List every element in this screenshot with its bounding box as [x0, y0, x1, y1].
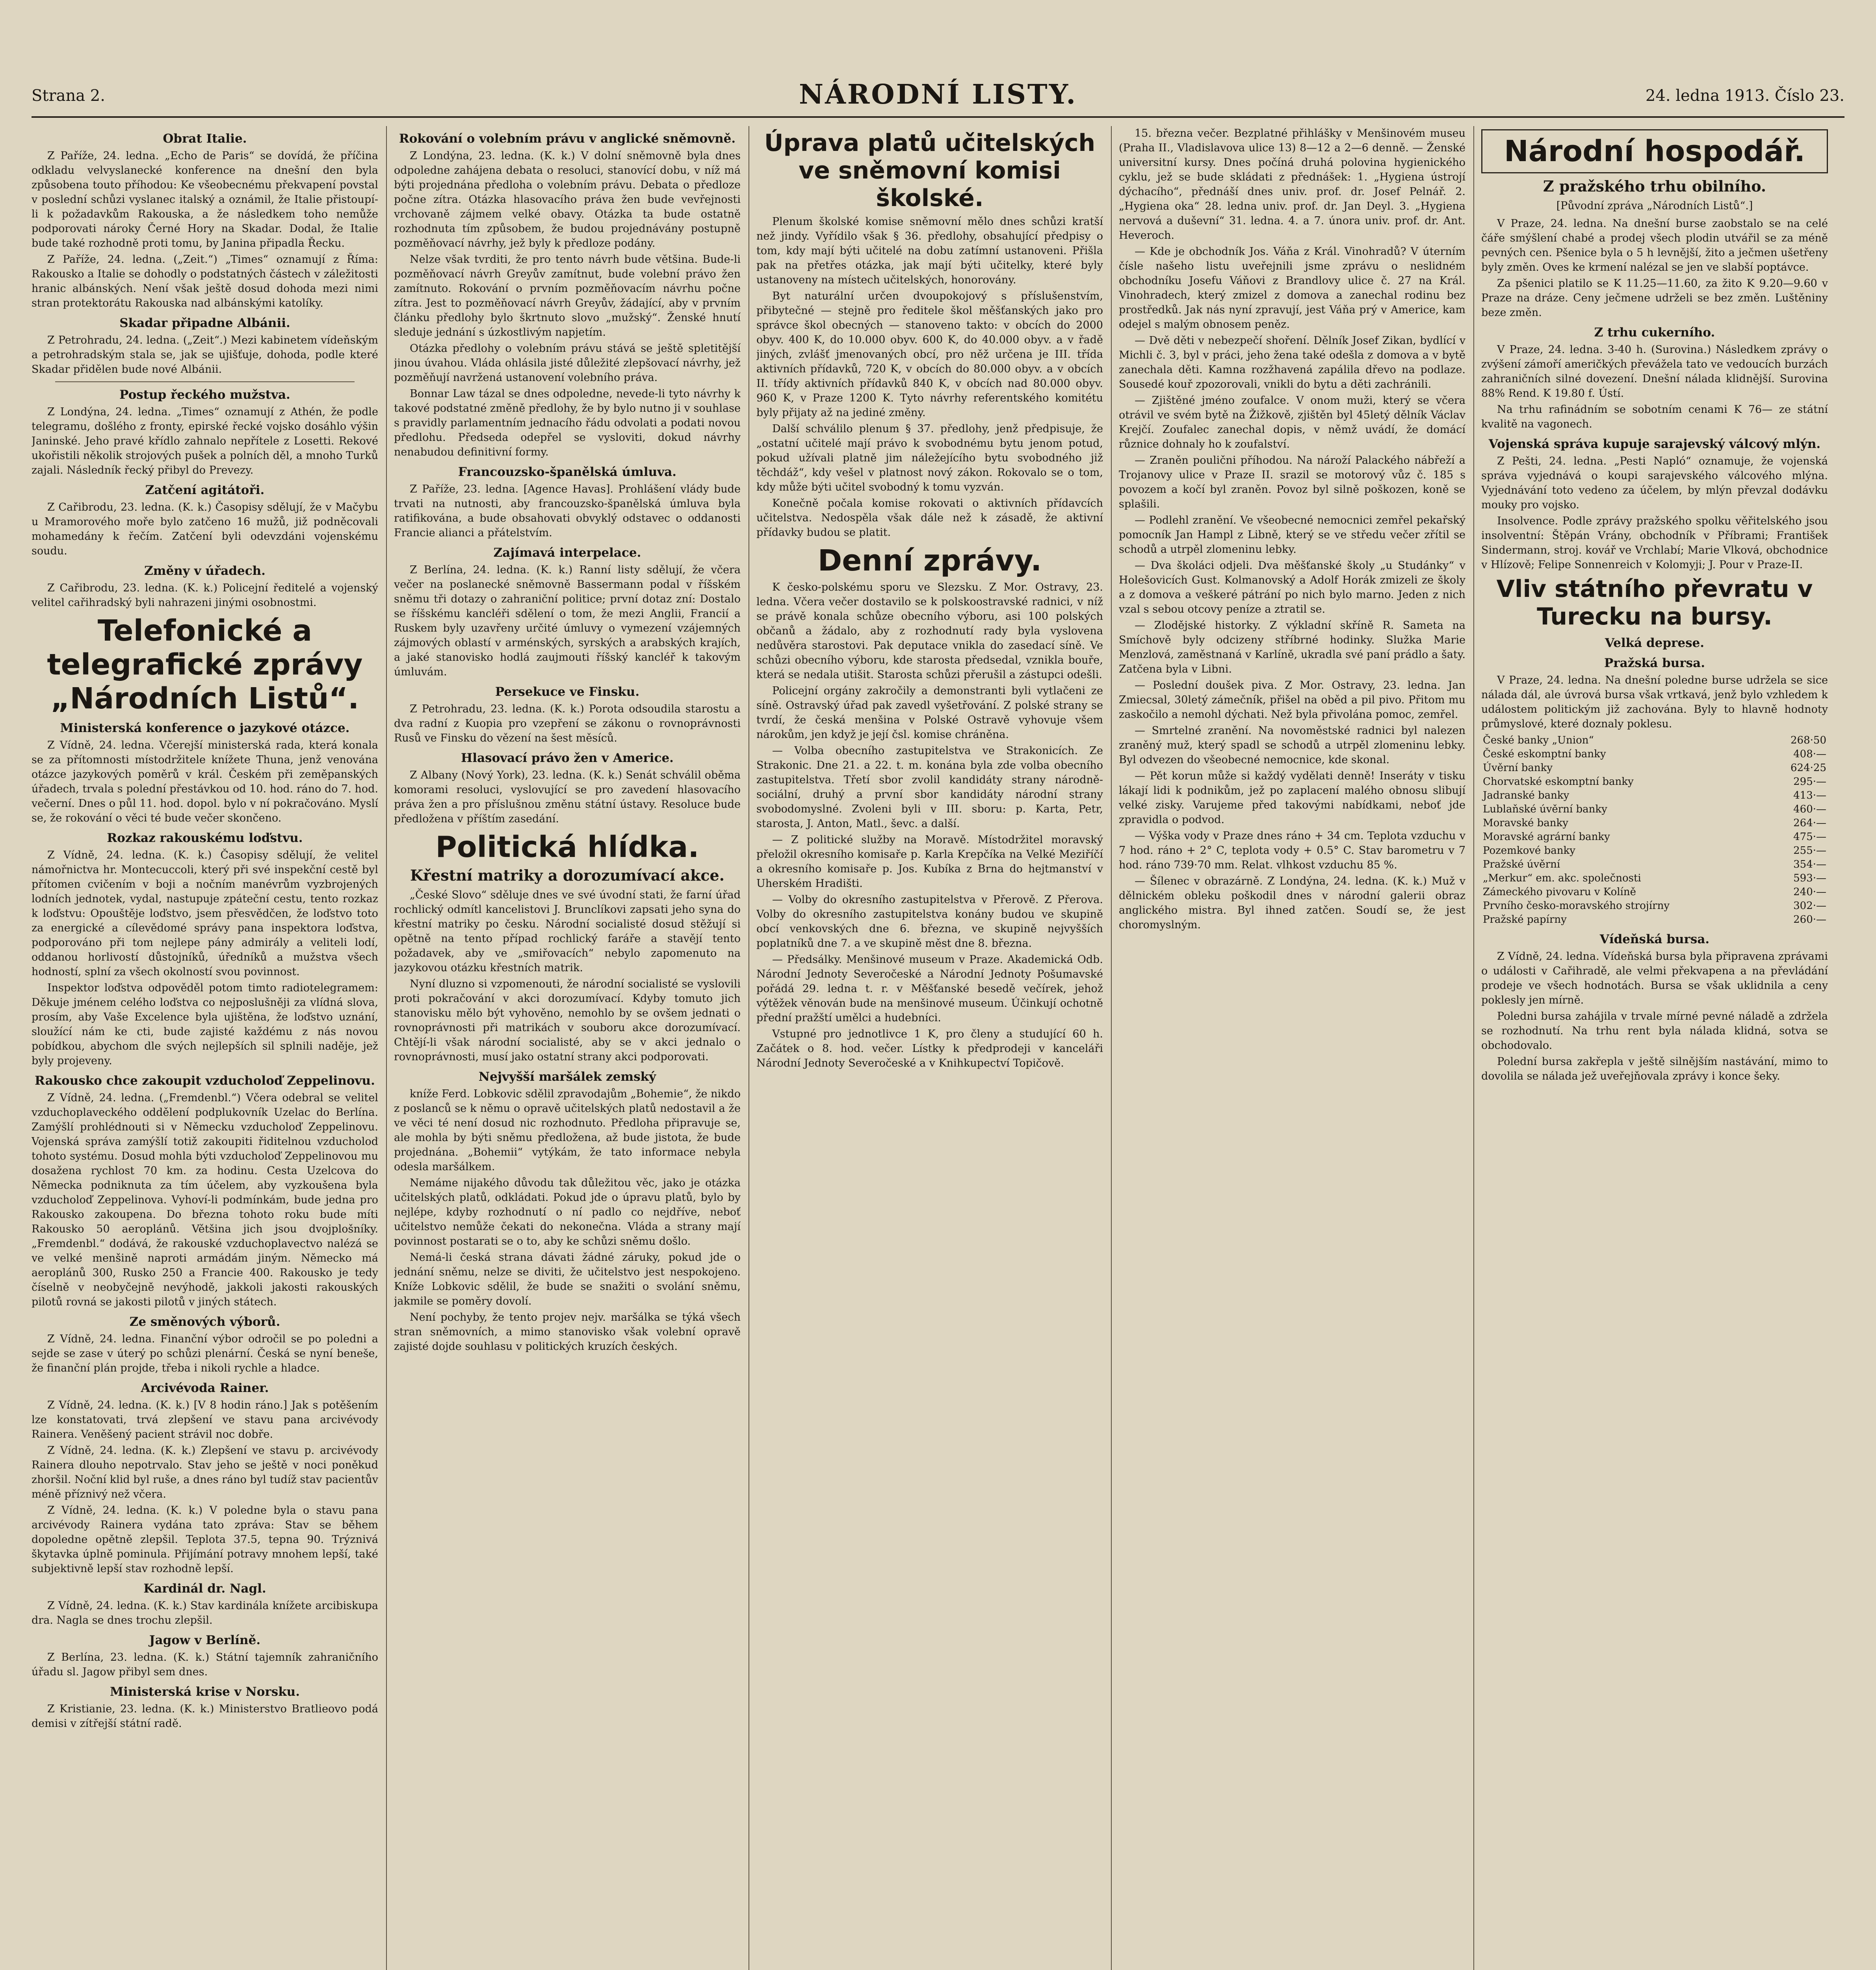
table-row: [1481, 747, 1828, 761]
article-paragraph: Z Petrohradu, 24. ledna. („Zeit“.) Mezi kabinetem vídeňským a petrohradským stala se, jak se ujišťuje, dohoda, podle které Skadar přidělen bude nové Albánii.: [32, 334, 378, 375]
quote-value: 268·50: [1791, 734, 1826, 746]
quote-value: 460·—: [1793, 803, 1826, 815]
article-paragraph: kníže Ferd. Lobkovic sdělil zpravodajům „Bohemie“, že nikdo z poslanců se k němu o opravě učitelských platů nedostavil a že ve věci té není dosud nic rozhodnuto. Předloha připravuje se, ale mohla by býti sněmu předložena, až bude jistota, že bude projednána. „Bohemii“ vytýkám, že tato informace nebyla odesla maršálkem.: [394, 1088, 741, 1173]
article-heading: Obrat Italie.: [163, 132, 247, 146]
article-paragraph: Nyní dluzno si vzpomenouti, že národní socialisté se vyslovili proti pokračování v akci dorozumívací. Kdyby tomuto jich stanovisku mělo být vyhověno, nemohlo by se ovšem jednati o rovnoprávnosti při matrikách v souboru akce dorozumívací. Chtějí-li však národní socialisté, aby se v akci jednalo o rovnoprávnosti, musí jako ostatní strany akci podporovati.: [394, 978, 741, 1063]
stock-quotes-table: [1481, 734, 1828, 927]
quote-name: Moravské agrární banky: [1483, 831, 1610, 843]
section-title: Denní zprávy.: [817, 544, 1042, 578]
article-paragraph: Z Cařibrodu, 23. ledna. (K. k.) Časopisy sdělují, že v Mačybu u Mramorového moře bylo zatčeno 16 mužů, již podněcovali mohamedány k řečím. Zatčení byli odevzdáni vojenskému soudu.: [32, 501, 378, 557]
article-paragraph: — Dva školáci odjeli. Dva měšťanské školy „u Studánky“ v Holešovicích Gust. Kolmanovský a Adolf Horák zmizeli ze školy a z domova a veškeré pátrání po nich bylo marno. Jeden z nich vzal s sebou otcovy peníze a ztratil se.: [1119, 559, 1466, 615]
article-paragraph: Z Pešti, 24. ledna. „Pesti Napló“ oznamuje, že vojenská správa vyjednává o koupi sarajevského válcového mlýna. Vyjednávání toto vedeno za účelem, by mlýn převzal dodávku mouky pro vojsko.: [1481, 455, 1828, 511]
quote-name: Pražské úvěrní: [1483, 859, 1560, 870]
quote-value: 593·—: [1793, 872, 1826, 884]
article-paragraph: Z Petrohradu, 23. ledna. (K. k.) Porota odsoudila starostu a dva radní z Kuopia pro vzepření se zákonu o rovnoprávnosti Rusů ve Finsku do vězení na šest měsíců.: [394, 703, 741, 744]
article-paragraph: Z Paříže, 23. ledna. [Agence Havas]. Prohlášení vlády bude trvati na nutnosti, aby francouzsko-španělská úmluva byla ratifikována, a bude obsahovati obvyklý odstavec o oddanosti Francie alianci a přátelstvím.: [394, 483, 741, 539]
article-paragraph: Otázka předlohy o volebním právu stává se ještě spletitější jinou úvahou. Vláda ohlásila jisté důležité zlepšovací návrhy, jež pozměňují navržená ustanovení volebního práva.: [394, 342, 741, 384]
quote-value: 260·—: [1793, 914, 1826, 926]
table-row: [1481, 872, 1828, 885]
quote-value: 413·—: [1793, 790, 1826, 801]
article-paragraph: Polední bursa zakřepla v ještě silnějším nastávání, mimo to dovolila se nálada jež uveřejňovala zprávy i konce šeky.: [1481, 1056, 1828, 1082]
article-paragraph: Z Berlína, 24. ledna. (K. k.) Ranní listy sdělují, že včera večer na poslanecké sněmovně Bassermann podal v říšském sněmu tři dotazy o zahraniční politice; první dotaz zní: Dostalo se říšskému kancléři sdělení o tom, že mezi Anglii, Francií a Ruskem byly uzavřeny určité úmluvy o vymezení vzájemných zájmových oblastí v arménských, syrských a arabských krajích, a jaké stanovisko hodlá zaujmouti říšský kancléř k takovým úmluvám.: [394, 564, 741, 678]
section-title: Vliv státního převratu v Turecku na bursy.: [1496, 575, 1813, 630]
article-paragraph: — Z politické služby na Moravě. Místodržitel moravský přeložil okresního komisaře p. Karla Krepčíka na Velké Meziříčí a okresního komisaře p. Jos. Kubíka z Brna do hejtmanství v Uherském Hradišti.: [756, 834, 1103, 890]
section-title: Úprava platů učitelských ve sněmovní komisi školské.: [764, 129, 1096, 212]
article-paragraph: Nelze však tvrditi, že pro tento návrh bude většina. Bude-li pozměňovací návrh Greyův zamítnut, bude volební právo žen zamítnuto. Rokování o prvním pozměňovacím návrhu počne zítra. Jest to pozměňovací návrh Greyův, žádající, aby v prvním článku předlohy bylo škrtnuto slovo „mužský“. Ženské hnutí sleduje jednání s úzkostlivým napjetím.: [394, 253, 741, 338]
article-paragraph: — Kde je obchodník Jos. Váňa z Král. Vinohradů? V úterním čísle našeho listu uveřejnili jsme zprávu o neslidném obchodníku Josefu Váňovi z Brandlovy ulice č. 27 na Král. Vinohradech, který zmizel z domova a zanechal rodinu bez prostředků. Jak nás nyní zpravují, jest Váňa prý v Americe, kam odejel s malým obnosem peněz.: [1119, 245, 1466, 331]
table-row: [1481, 830, 1828, 844]
section-subtitle: Z pražského trhu obilního.: [1543, 177, 1766, 195]
quote-name: České banky „Union“: [1483, 734, 1594, 746]
boxed-section-title: Národní hospodář.: [1481, 129, 1828, 173]
article-paragraph: 15. března večer. Bezplatné přihlášky v Menšinovém museu (Praha II., Vladislavova ulice 13) 8—12 a 2—6 denně. — Ženské universitní kursy. Dnes počíná druhá polovina hygienického cyklu, jež se bude skládati z přednášek: 1. „Hygiena ústrojí dýchacího“, přednáší dnes univ. prof. dr. Josef Pelnář. 2. „Hygiena oka“ 28. ledna univ. prof. dr. Jan Deyl. 3. „Hygiena nervová a duševní“ 31. ledna. 4. a 7. února univ. prof. dr. Ant. Heveroch.: [1119, 127, 1466, 242]
article-paragraph: — Podlehl zranění. Ve všeobecné nemocnici zemřel pekařský pomocník Jan Hampl z Libně, který se ve středu večer zřítil se schodů a utrpěl zlomeninu lebky.: [1119, 514, 1466, 556]
article-paragraph: — Šílenec v obrazárně. Z Londýna, 24. ledna. (K. k.) Muž v dělnickém obleku poškodil dnes v národní galerii obraz anglického mistra. Byl ihned zatčen. Soudí se, že jest choromyslným.: [1119, 875, 1466, 931]
quote-value: 302·—: [1793, 900, 1826, 912]
quote-name: Moravské banky: [1483, 817, 1568, 829]
section-title: Telefonické a telegrafické zprávy „Národních Listů“.: [47, 614, 363, 716]
column-1: [32, 126, 378, 1970]
article-heading: Zatčení agitátoři.: [145, 483, 265, 497]
quote-value: 295·—: [1793, 776, 1826, 788]
article-paragraph: — Volba obecního zastupitelstva ve Strakonicích. Ze Strakonic. Dne 21. a 22. t. m. konána byla zde volba obecního zastupitelstva. Třetí sbor zvolil kandidáty strany národně-sociální, druhý a první sbor kandidáty národní strany svobodomyslné. Zvoleni byli v III. sboru: p. Karta, Petr, starosta, J. Anton, Matl., ševc. a další.: [756, 745, 1103, 830]
table-row: [1481, 858, 1828, 872]
article-paragraph: Z Vídně, 24. ledna. („Fremdenbl.“) Včera odebral se velitel vzduchoplaveckého oddělení podplukovník Uzelac do Berlína. Zamýšlí prohlédnouti si v Německu vzducholoď Zeppelinovu. Vojenská správa zamýšlí totiž zakoupiti řiditelnou vzducholoď tohoto systému. Dosud mohla býti vzducholoď Zeppelinovou mu dosažena rychlost 70 km. za hodinu. Cesta Uzelcova do Německa podniknuta za tím účelem, aby vyzkoušena byla vzducholoď Zeppelinova. Vyhoví-li podmínkám, bude jedna pro Rakousko zakoupena. Do března tohoto roku bude míti Rakousko 50 aeroplánů. Většina jich jsou dvojplošníky. „Fremdenbl.“ dodává, že rakouské vzduchoplavectvo nalézá se ve velké menšině naproti armádám jiným. Německo má aeroplánů 300, Rusko 250 a Francie 400. Rakousko je tedy číselně v neobyčejně nevýhodě, jakkoli jakosti rakouských pilotů rovná se jakosti pilotů v jiných státech.: [32, 1092, 378, 1308]
table-row: [1481, 803, 1828, 816]
table-row: [1481, 899, 1828, 913]
quote-name: Chorvatské eskomptní banky: [1483, 776, 1634, 788]
article-paragraph: — Dvě děti v nebezpečí shoření. Dělník Josef Zikan, bydlící v Michli č. 3, byl v práci, jeho žena také odešla z domova a v bytě zanechala děti. Kamna rozžhavená zapálila dřevo na podlaze. Sousedé kouř zpozorovali, vnikli do bytu a děti zachránili.: [1119, 335, 1466, 390]
masthead: [32, 79, 1844, 116]
article-paragraph: — Pět korun může si každý vydělati denně! Inseráty v tisku lákají lidi k podnikům, jež po zaplacení malého obnosu slibují velké zisky. Varujeme před takovými nabídkami, neboť jde zpravidla o podvod.: [1119, 770, 1466, 826]
page-number: Strana 2.: [32, 87, 105, 105]
article-paragraph: V Praze, 24. ledna. 3-40 h. (Surovina.) Následkem zprávy o zvýšení zámoří američkých převážela tato ve vedoucích burzách zahraničních silné dovezení. Dnešní nálada klidnější. Surovina 88% Rend. K 19.80 f. Ústí.: [1481, 344, 1828, 400]
quote-name: „Merkur“ em. akc. společnosti: [1483, 872, 1641, 884]
quote-value: 354·—: [1793, 859, 1826, 870]
section-subtitle: Křestní matriky a dorozumívací akce.: [410, 866, 724, 884]
article-paragraph: — Výška vody v Praze dnes ráno + 34 cm. Teplota vzduchu v 7 hod. ráno + 2° C, teplota vody + 0.5° C. Stav barometru v 7 hod. ráno 739·70 mm. Relat. vlhkost vzduchu 85 %.: [1119, 830, 1466, 871]
article-paragraph: — Smrtelné zranění. Na novoměstské radnici byl nalezen zraněný muž, který spadl se schodů a utrpěl zlomeninu lebky. Byl odvezen do všeobecné nemocnice, kde skonal.: [1119, 725, 1466, 766]
section-note: [Původní zpráva „Národních Listů“.]: [1556, 200, 1753, 212]
article-paragraph: — Zlodějské historky. Z výkladní skříně R. Sameta na Smíchově byly odcizeny stříbrné hodinky. Služka Marie Menzlová, zaměstnaná v Karlíně, ukradla své paní prádlo a šaty. Zatčena byla v Libni.: [1119, 619, 1466, 675]
article-paragraph: Konečně počala komise rokovati o aktivních přídavcích učitelstva. Nedospěla však dále než k zásadě, že aktivní přídavky budou se platit.: [756, 497, 1103, 539]
article-heading: Jagow v Berlíně.: [149, 1633, 261, 1647]
article-heading: Hlasovací právo žen v Americe.: [461, 751, 674, 765]
quote-name: Prvního česko-moravského strojírny: [1483, 900, 1670, 912]
article-heading: Pražská bursa.: [1604, 656, 1705, 670]
article-heading: Z trhu cukerního.: [1594, 325, 1715, 340]
article-paragraph: Z Londýna, 23. ledna. (K. k.) V dolní sněmovně byla dnes odpoledne zahájena debata o resoluci, stanovící dobu, v níž má býti projednána předloha o volebním právu. Debata o předloze počne zítra. Otázka hlasovacího práva žen bude vevřejnosti vrchovaně zájmem velké obavy. Otázka ta bude ostatně rozhodnuta tím způsobem, že budou projednávány postupně pozměňovací návrhy, jež byly k předloze podány.: [394, 150, 741, 249]
article-paragraph: Bonnar Law tázal se dnes odpoledne, nevede-li tyto návrhy k takové podstatné změně předlohy, že by bylo nutno ji v souhlase s pravidly parlamentním jednacího řádu odvolati a podati novou předlohu. Předseda odepřel se vysloviti, dokud návrhy nenabudou definitivní formy.: [394, 388, 741, 458]
issue-date: 24. ledna 1913. Číslo 23.: [1645, 87, 1844, 105]
article-paragraph: V Praze, 24. ledna. Na dnešní burse zaobstalo se na celé čáře smýšlení chabé a prodej všech plodin utvářil se za méně pevných cen. Pšenice byla o 5 h levnější, žito a ječmen ušetřeny byly změn. Oves ke krmení nalézal se jen ve slabší poptávce.: [1481, 217, 1828, 273]
article-paragraph: Na trhu rafinádním se sobotním cenami K 76— ze státní kvalitě na vagonech.: [1481, 403, 1828, 430]
masthead-rule: [32, 116, 1844, 118]
column-divider: [1111, 126, 1112, 1970]
newspaper-title: NÁRODNÍ LISTY.: [799, 79, 1077, 110]
article-paragraph: — Předsálky. Menšinové museum v Praze. Akademická Odb. Národní Jednoty Severočeské a Národní Jednoty Pošumavské pořádá 29. ledna t. r. v Měšťanské besedě večírek, jehož výtěžek věnován bude na menšinové museum. Účinkují ochotně přední pražští umělci a hudebníci.: [756, 953, 1103, 1024]
column-divider: [386, 126, 387, 1970]
article-paragraph: Nemá-li česká strana dávati žádné záruky, pokud jde o jednání sněmu, nelze se diviti, že učitelstvo jest nespokojeno. Kníže Lobkovic sdělil, že bude se snažiti o svolání sněmu, jakmile se poměry dovolí.: [394, 1251, 741, 1307]
article-paragraph: „České Slovo“ sděluje dnes ve své úvodní stati, že farní úřad rochlický odmítl kancelistovi J. Brunclíkovi zapsati jeho syna do křestní matriky po česku. Národní socialisté dosud stěžují si opětně na tento případ rochlický faráře a stavějí tento požadavek, aby ve „smiřovacích“ nebylo zapomenuto na jazykovou otázku křestních matrik.: [394, 889, 741, 974]
column-4: [1119, 126, 1466, 1970]
quote-value: 264·—: [1793, 817, 1826, 829]
article-divider: [55, 381, 355, 382]
column-divider: [1473, 126, 1474, 1970]
table-row: [1481, 913, 1828, 927]
article-heading: Ministerská konference o jazykové otázce.: [60, 721, 350, 735]
article-paragraph: Z Paříže, 24. ledna. („Zeit.“) „Times“ oznamují z Říma: Rakousko a Italie se dohodly o podstatných částech v záležitosti hranic albánských. Není však ještě dosud dohoda mezi nimi stran protektorátu Rakouska nad albánskými katolíky.: [32, 253, 378, 309]
quote-value: 624·25: [1791, 762, 1826, 774]
article-paragraph: Policejní orgány zakročily a demonstranti byli vytlačeni ze síně. Ostravský úřad pak zavedl vyšetřování. Z polské strany se tvrdí, že česká menšina v Polské Ostravě vyhovuje všem nárokům, jen když je její čsl. komise chráněna.: [756, 685, 1103, 741]
article-paragraph: Poledni bursa zahájila v trvale mírné pevné náladě a zdržela se rozhodnutí. Na trhu rent byla nálada klidná, sotva se obchodovalo.: [1481, 1010, 1828, 1052]
article-heading: Vídeňská bursa.: [1599, 932, 1710, 946]
article-paragraph: Z Vídně, 24. ledna. (K. k.) Zlepšení ve stavu p. arcivévody Rainera dlouho nepotrvalo. Stav jeho se ještě v noci poněkud zhoršil. Noční klid byl ruše, a dnes ráno byl tudíž stav pacientův méně příznivý než včera.: [32, 1444, 378, 1500]
article-paragraph: Není pochyby, že tento projev nejv. maršálka se týká všech stran sněmovních, a mimo stanovisko však volební opravě zajisté dojde souhlasu v politických kruzích českých.: [394, 1311, 741, 1353]
article-heading: Rakousko chce zakoupit vzducholoď Zeppelinovu.: [35, 1074, 375, 1088]
article-heading: Vojenská správa kupuje sarajevský válcový mlýn.: [1488, 437, 1821, 451]
article-paragraph: Nemáme nijakého důvodu tak důležitou věc, jako je otázka učitelských platů, odkládati. Pokud jde o úpravu platů, bylo by nejlépe, kdyby rozhodnutí o ní padlo co nejdříve, neboť učitelstvo nemůže čekati do nekonečna. Vláda a strany mají povinnost postarati se o to, aby ke schůzi sněmu došlo.: [394, 1177, 741, 1247]
table-row: [1481, 789, 1828, 803]
article-heading: Persekuce ve Finsku.: [495, 685, 640, 699]
quote-value: 240·—: [1793, 886, 1826, 898]
article-paragraph: Plenum školské komise sněmovní mělo dnes schůzi kratší než jindy. Vyřídilo však § 36. předlohy, obsahující předpisy o tom, kdy mají býti učitelé na dobu zatímní ustanoveni. Přišla pak na přetřes otázka, jak mají býti učitelky, které byly ustanoveny na místech učitelských, honorovány.: [756, 216, 1103, 286]
article-paragraph: Z Vídně, 24. ledna. Finanční výbor odročil se po poledni a sejde se zase v úterý po schůzi plenární. Česká se nyní beneše, že finanční plán projde, třeba i nikoli rychle a hladce.: [32, 1333, 378, 1374]
article-heading: Změny v úřadech.: [144, 564, 266, 578]
quote-name: Pražské papírny: [1483, 914, 1567, 926]
article-paragraph: Z Vídně, 24. ledna. (K. k.) V poledne byla o stavu pana arcivévody Rainera vydána tato zpráva: Stav se během dopoledne opětně zlepšil. Teplota 37.5, tepna 90. Trýznivá škytavka úplně pominula. Přijímání potravy mnohem lepší, také subjektivně lepší stav rozhodně lepší.: [32, 1504, 378, 1575]
column-3: [756, 126, 1103, 1970]
article-heading: Postup řeckého mužstva.: [119, 388, 290, 402]
article-paragraph: Inspektor loďstva odpověděl potom timto radiotelegramem: Děkuje jménem celého loďstva co nejposlušněji za vlídná slova, prosím, aby Vaše Excelence byla ujištěna, že loďstvo uznání, sloužící nám ke cti, bude zajisté každému z nás novou pobídkou, abychom dle svých nejlepších sil splnili naděje, jež byly projeveny.: [32, 982, 378, 1067]
article-heading: Rozkaz rakouskému loďstvu.: [107, 831, 303, 845]
article-heading: Rokování o volebním právu v anglické sněmovně.: [399, 132, 736, 146]
article-heading: Kardinál dr. Nagl.: [143, 1582, 266, 1596]
article-heading: Francouzsko-španělská úmluva.: [458, 465, 677, 479]
quote-value: 255·—: [1793, 845, 1826, 857]
article-paragraph: Z Paříže, 24. ledna. „Echo de Paris“ se dovídá, že příčina odkladu velvyslanecké konference na dnešní den byla způsobena touto příhodou: Ke všeobecnému překvapení povstal v poslední schůzi vyslanec italský a oznámil, že Italie přistoupí-li k požadavkům Rakouska, a že následkem toho nemůže podporovati nároky Černé Hory na Skadar. Dodal, že Italie bude také rozhodně proti tomu, by Janina připadla Řecku.: [32, 150, 378, 249]
table-row: [1481, 734, 1828, 747]
article-heading: Ze směnových výborů.: [129, 1315, 280, 1329]
section-title: Politická hlídka.: [435, 830, 699, 864]
quote-name: Úvěrní banky: [1483, 762, 1553, 774]
quote-name: Lublaňské úvěrní banky: [1483, 803, 1607, 815]
article-paragraph: — Zraněn poulični příhodou. Na nároží Palackého nábřeží a Trojanovy ulice v Praze II. srazil se motorový vůz č. 185 s povozem a kočí byl zraněn. Povoz byl silně poškozen, koně se splašili.: [1119, 454, 1466, 510]
article-paragraph: Z Vídně, 24. ledna. Včerejší ministerská rada, která konala se za přítomnosti místodržitele knížete Thuna, jenž venována otázce jazykových poměrů v král. Českém při zeměpanských úřadech, trvala s polední přestávkou od 10. hod. ráno do 7. hod. večerní. Dnes o půl 11. hod. dopol. bylo v ní pokračováno. Myslí se, že rokování o věci té bude večer skončeno.: [32, 739, 378, 824]
article-paragraph: — Zjištěné jméno zoufalce. V onom muži, který se včera otrávil ve svém bytě na Žižkově, zjištěn byl 45letý dělník Václav Krejčí. Zoufalec zanechal dopis, v němž uvádí, že domácí různice dohnaly ho k zoufalství.: [1119, 394, 1466, 450]
quote-name: Pozemkové banky: [1483, 845, 1575, 857]
quote-name: Zámeckého pivovaru v Kolíně: [1483, 886, 1636, 898]
article-paragraph: Z Vídně, 24. ledna. (K. k.) Časopisy sdělují, že velitel námořnictva hr. Montecuccoli, který při své inspekční cestě byl přítomen cvičením v boji a nočním manévrům vyzbrojených lodních jednotek, vydal, nastupuje zpáteční cestu, tento rozkaz k loďstvu: Opouštěje loďstvo, jsem přesvědčen, že loďstvo toto za energické a cílevědomé správy pana inspektora loďstva, podporováno při tom nejlepe pány admirály a veliteli lodí, oddanou horlivostí důstojníků, úředníků a mužstva všech hodností, splní za všech okolností svou povinnost.: [32, 849, 378, 978]
table-row: [1481, 844, 1828, 858]
column-2: [394, 126, 741, 1970]
article-paragraph: Z Londýna, 24. ledna. „Times“ oznamují z Athén, že podle telegramu, došlého z fronty, epirské řecké vojsko dosáhlo výšin Janinské. Jeho pravé křídlo zahnalo nepřítele z Losetti. Rekové ukořistili několik strojových pušek a polních děl, a mnoho Turků zajali. Následník řecký přibyl do Prevezy.: [32, 406, 378, 476]
quote-value: 475·—: [1793, 831, 1826, 843]
article-paragraph: Z Cařibrodu, 23. ledna. (K. k.) Policejní ředitelé a vojenský velitel cařihradský byli nahrazeni jinými osobnostmi.: [32, 582, 378, 609]
table-row: [1481, 761, 1828, 775]
quote-name: Jadranské banky: [1483, 790, 1570, 801]
article-heading: Skadar připadne Albánii.: [119, 316, 290, 330]
article-heading: Ministerská krise v Norsku.: [110, 1685, 300, 1699]
article-heading: Velká deprese.: [1605, 636, 1705, 650]
quote-name: České eskomptní banky: [1483, 748, 1606, 760]
article-paragraph: Z Albany (Nový York), 23. ledna. (K. k.) Senát schválil oběma komorami resoluci, vyslovující se pro zavedení hlasovacího práva žen a pro příslušnou změnu státní ústavy. Resoluce bude předložena v příštím zasedání.: [394, 769, 741, 825]
table-row: [1481, 885, 1828, 899]
article-paragraph: K česko-polskému sporu ve Slezsku. Z Mor. Ostravy, 23. ledna. Včera večer dostavilo se k polskoostravské radnici, v níž se právě konala schůze obecního výboru, asi 100 polských občanů a žádalo, aby z rozhodnutí rady byla vyslovena nedůvěra starostovi. Pak deputace vnikla do zasedací síně. Ve schůzi obecního výboru, kde starosta předsedal, vznikla bouře, která se nedala utišit. Starosta schůzi přerušil a zástupci odešli.: [756, 581, 1103, 681]
article-paragraph: Insolvence. Podle zprávy pražského spolku věřitelského jsou insolventní: Štěpán Vrány, obchodník v Příbrami; František Sindermann, stroj. kovář ve Vrchlabí; Marie Vlková, obchodnice v Hlízově; Felipe Sonnenreich v Kolomyji; J. Pour v Praze-II.: [1481, 515, 1828, 571]
columns: [32, 126, 1844, 1970]
article-heading: Arcivévoda Rainer.: [141, 1381, 269, 1395]
article-paragraph: — Poslední doušek piva. Z Mor. Ostravy, 23. ledna. Jan Zmiecsal, 30letý zámečník, přišel na oběd a pil pivo. Přitom mu zaskočilo a nemohl dýchati. Než byla přivolána pomoc, zemřel.: [1119, 679, 1466, 721]
article-paragraph: Další schválilo plenum § 37. předlohy, jenž předpisuje, že „ostatní učitelé mají právo k svobodnému bytu jenom potud, pokud užívali platně jim náležejícího bytu svobodného již těchdáž“, kdy vešel v platnost nový zákon. Rokovalo se o tom, kdy může býti učitel svobodný k tomu vyzván.: [756, 423, 1103, 493]
article-heading: Zajímavá interpelace.: [493, 546, 641, 560]
table-row: [1481, 775, 1828, 789]
article-paragraph: Byt naturální určen dvoupokojový s příslušenstvím, přibytečné — stejně pro ředitele škol měšťanských jako pro správce škol obecných — stanoveno takto: v obcích do 2000 obyv. 400 K, do 10.000 obyv. 600 K, do 40.000 obyv. a v řadě jiných, zvlášť jmenovaných obcí, pro něž určena je III. třída aktivních přídavků, 720 K, v obcích do 80.000 obyv. a v obcích II. třídy aktivních přídavků 840 K, v obcích nad 80.000 obyv. 960 K, v Praze 1200 K. Tyto návrhy referentského komitétu byly přijaty až na jediné změny.: [756, 290, 1103, 419]
column-5: [1481, 126, 1828, 1970]
article-paragraph: Z Berlína, 23. ledna. (K. k.) Státní tajemník zahraničního úřadu sl. Jagow přibyl sem dnes.: [32, 1651, 378, 1678]
article-paragraph: Za pšenici platilo se K 11.25—11.60, za žito K 9.20—9.60 v Praze na dráze. Ceny ječmene udrželi se bez změn. Luštěniny beze změn.: [1481, 277, 1828, 319]
article-paragraph: V Praze, 24. ledna. Na dnešní poledne burse udržela se sice nálada dál, ale úvrová bursa však vrtkavá, jenž bylo vzhledem k událostem politickým již zachována. Byly to hlavně hodnoty průmyslové, které doznaly poklesu.: [1481, 674, 1828, 730]
article-paragraph: Z Vídně, 24. ledna. (K. k.) Stav kardinála knížete arcibiskupa dra. Nagla se dnes trochu zlepšil.: [32, 1600, 378, 1626]
article-paragraph: — Volby do okresního zastupitelstva v Přerově. Z Přerova. Volby do okresního zastupitelstva konány budou ve skupině obcí venkovských dne 6. března, ve skupině nejvyšších poplatníků dne 7. a ve skupině měst dne 8. března.: [756, 894, 1103, 950]
quote-value: 408·—: [1793, 748, 1826, 760]
article-paragraph: Z Vídně, 24. ledna. (K. k.) [V 8 hodin ráno.] Jak s potěšením lze konstatovati, trvá zlepšení ve stavu pana arcivévody Rainera. Veněšený pacient strávil noc dobře.: [32, 1399, 378, 1440]
article-paragraph: Vstupné pro jednotlivce 1 K, pro členy a studující 60 h. Začátek o 8. hod. večer. Lístky k předprodeji v kanceláři Národní Jednoty Severočeské a v Knihkupectví Topičově.: [756, 1028, 1103, 1069]
article-heading: Nejvyšší maršálek zemský: [478, 1070, 656, 1084]
article-paragraph: Z Kristianie, 23. ledna. (K. k.) Ministerstvo Bratlieovo podá demisi v zítřejší státní radě.: [32, 1703, 378, 1730]
table-row: [1481, 816, 1828, 830]
article-paragraph: Z Vídně, 24. ledna. Vídeňská bursa byla připravena zprávami o události v Cařihradě, ale velmi překvapena a na převládání prodeje ve všech hodnotách. Bursa se však uklidnila a ceny poklesly jen mírně.: [1481, 950, 1828, 1006]
